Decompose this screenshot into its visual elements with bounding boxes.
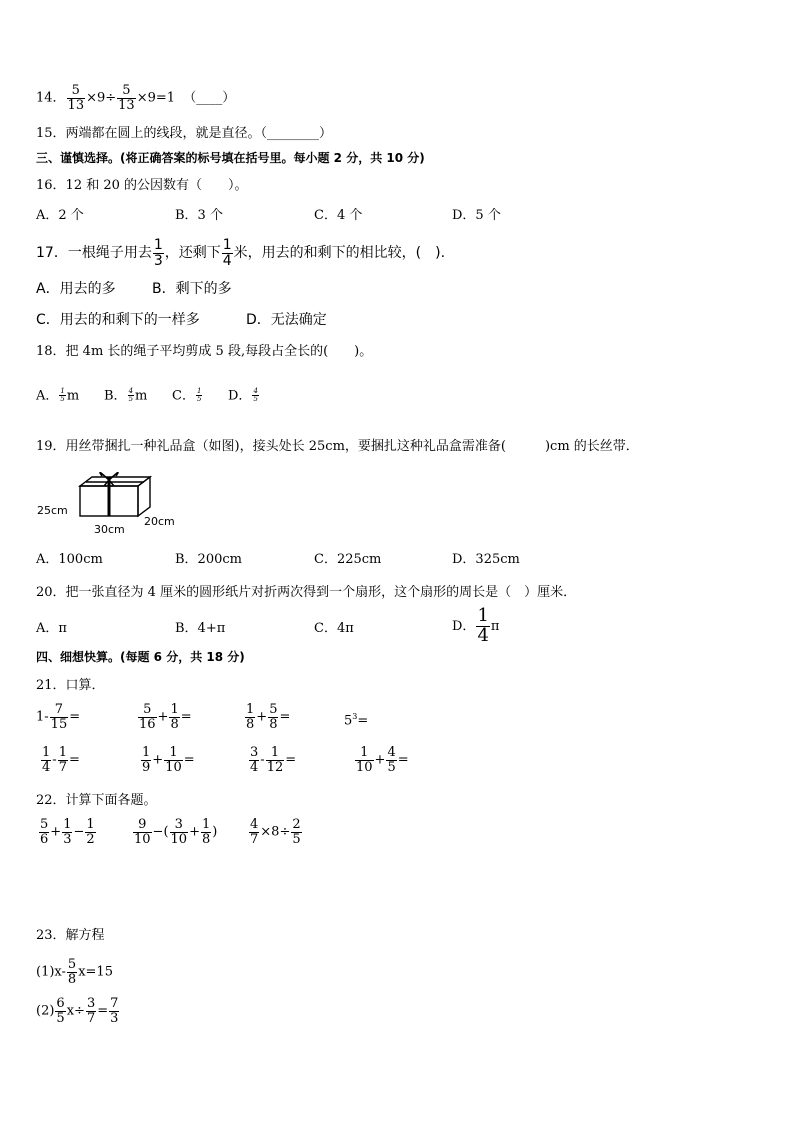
fraction: $\frac{5}{13}$ (67, 83, 85, 113)
q17-option-a[interactable]: A．用去的多 (36, 281, 116, 297)
equation-1: (1)x- $\frac{5}{8}$ x=15 (36, 957, 113, 987)
q20-option-c[interactable]: C．4π (314, 621, 354, 636)
oral-calc: $\frac{1}{8}$ + $\frac{5}{8}$ = (246, 702, 291, 732)
question-18: 18．把 4m 长的绳子平均剪成 5 段,每段占全长的( )。 (36, 344, 373, 359)
q17-text-3: 米，用去的和剩下的相比较，( ). (233, 245, 446, 262)
figure-height-label: 25cm (37, 504, 68, 517)
calc-expression: $\frac{4}{7}$ ×8÷ $\frac{2}{5}$ (250, 817, 301, 847)
oral-calc: $\frac{1}{9}$ + $\frac{1}{10}$ = (142, 745, 195, 775)
oral-calc: $\frac{5}{16}$ + $\frac{1}{8}$ = (139, 702, 192, 732)
q19-option-b[interactable]: B．200cm (175, 552, 242, 567)
q16-option-d[interactable]: D．5 个 (452, 208, 501, 223)
question-20: 20．把一张直径为 4 厘米的圆形纸片对折两次得到一个扇形，这个扇形的周长是（ ）厘米． (36, 585, 577, 600)
figure-width-label: 20cm (144, 515, 175, 528)
oral-calc: $5^3=$ (344, 712, 369, 729)
q17-text-2: ，还剩下 (164, 245, 221, 262)
oral-calc: 1- $\frac{7}{15}$ = (36, 702, 81, 732)
q20-option-a[interactable]: A．π (36, 621, 67, 636)
q19-option-d[interactable]: D．325cm (452, 552, 520, 567)
q16-option-a[interactable]: A．2 个 (36, 208, 84, 223)
question-23-title: 23．解方程 (36, 928, 105, 943)
q18-option-a[interactable]: A． $\frac{1}{5}$ m (36, 387, 80, 404)
calc-expression: $\frac{5}{6}$ + $\frac{1}{3}$ − $\frac{1}{2}$ (40, 817, 95, 847)
answer-blank[interactable]: （____） (183, 90, 236, 106)
q20-option-d[interactable]: D． $\frac{1}{4}$ π (452, 605, 500, 646)
oral-calc: $\frac{3}{4}$ - $\frac{1}{12}$ = (250, 745, 297, 775)
section-4-heading: 四、细想快算。(每题 6 分，共 18 分) (36, 650, 245, 664)
question-21-title: 21．口算． (36, 678, 105, 693)
q18-option-b[interactable]: B． $\frac{4}{5}$ m (104, 387, 148, 404)
gift-box-figure (36, 472, 186, 538)
figure-length-label: 30cm (94, 523, 125, 536)
equation-2: (2) $\frac{6}{5}$ x÷ $\frac{3}{7}$ = $\frac{7}{3}$ (36, 996, 119, 1026)
q17-option-b[interactable]: B．剩下的多 (152, 281, 232, 297)
q17-text-1: 17．一根绳子用去 (36, 245, 152, 262)
question-19: 19．用丝带捆扎一种礼品盒（如图)，接头处长 25cm，要捆扎这种礼品盒需准备( )cm 的长丝带． (36, 439, 639, 454)
oral-calc: $\frac{1}{4}$ - $\frac{1}{7}$ = (42, 745, 80, 775)
q16-option-c[interactable]: C．4 个 (314, 208, 363, 223)
fraction: $\frac{1}{4}$ (222, 237, 232, 269)
question-14 (36, 84, 235, 112)
calc-expression: $\frac{9}{10}$ −( $\frac{3}{10}$ + $\frac{1}{8}$ ) (134, 817, 218, 847)
question-17 (36, 238, 445, 268)
q18-option-c[interactable]: C． $\frac{1}{5}$ (172, 387, 202, 404)
q20-option-b[interactable]: B．4+π (175, 621, 226, 636)
oral-calc: $\frac{1}{10}$ + $\frac{4}{5}$ = (356, 745, 409, 775)
q14-operator: ×9÷ (86, 90, 117, 106)
q19-option-c[interactable]: C．225cm (314, 552, 382, 567)
question-16: 16．12 和 20 的公因数有（ ）。 (36, 178, 248, 193)
question-22-title: 22．计算下面各题。 (36, 793, 157, 808)
question-15: 15．两端都在圆上的线段，就是直径。（________） (36, 126, 333, 141)
q18-option-d[interactable]: D． $\frac{4}{5}$ (228, 387, 258, 404)
q16-option-b[interactable]: B．3 个 (175, 208, 223, 223)
fraction: $\frac{1}{3}$ (153, 237, 163, 269)
fraction: $\frac{5}{13}$ (118, 83, 135, 113)
q19-option-a[interactable]: A．100cm (36, 552, 103, 567)
q14-tail: ×9=1 (136, 90, 176, 106)
q17-option-c[interactable]: C．用去的和剩下的一样多 (36, 312, 200, 328)
section-3-heading: 三、谨慎选择。(将正确答案的标号填在括号里。每小题 2 分，共 10 分) (36, 151, 425, 165)
q14-number: 14． (36, 90, 66, 106)
q17-option-d[interactable]: D．无法确定 (246, 312, 327, 328)
